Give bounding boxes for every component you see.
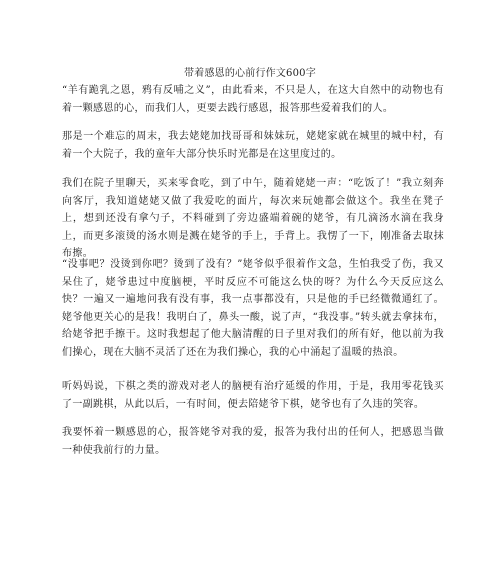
paragraph-6: 我要怀着一颗感恩的心，报答姥爷对我的爱，报答为我付出的任何人，把感恩当做一种使我前行的力量。 [62, 427, 444, 456]
paragraph-1: “羊有跪乳之恩，鸦有反哺之义”，由此看来，不只是人，在这大自然中的动物也有着一颗感恩的心，而我们人，更要去践行感恩，报答那些爱着我们的人。 [62, 85, 444, 114]
paragraph-3: 我们在院子里聊天，买来零食吃，到了中午，随着姥姥一声：“吃饭了！”我立刻奔向客厅，我知道姥姥又做了我爱吃的面片，每次来玩她都会做这个。我坐在凳子上，想到还没有拿勺子，不料碰到了旁边盛端着碗的姥爷，有几滴汤水滴在我身上，而更多滚烫的汤水则是溅在姥爷的手上，手背上。我愣了一下，刚准备去取抹布擦。 [62, 178, 444, 259]
paragraph-5: 听妈妈说，下棋之类的游戏对老人的脑梗有治疗延缓的作用，于是，我用零花钱买了一副跳棋，从此以后，一有时间，便去陪姥爷下棋，姥爷也有了久违的笑容。 [62, 381, 444, 410]
paragraph-2: 那是一个难忘的周末，我去姥姥加找哥哥和妹妹玩，姥姥家就在城里的城中村，有着一个大院子，我的童年大部分快乐时光都是在这里度过的。 [62, 131, 444, 160]
paragraph-4: “没事吧？没烫到你吧？烫到了没有？”姥爷似乎很着作文急，生怕我受了伤，我又呆住了，姥爷患过中度脑梗，平时反应不可能这么快的呀？为什么今天反应这么快？一遍又一遍地问我有没有事，我一点事都没有，只是他的手已经微微通红了。姥爷他更关心的是我！我明白了，鼻头一酸，说了声，“我没事。”转头就去拿抹布，给姥爷把手擦干。这时我想起了他大脑清醒的日子里对我们的所有好，他以前为我们操心，现在大脑不灵活了还在为我们操心，我的心中涌起了温暖的热浪。 [62, 259, 444, 358]
essay-title: 带着感恩的心前行作文600字 [184, 68, 316, 79]
